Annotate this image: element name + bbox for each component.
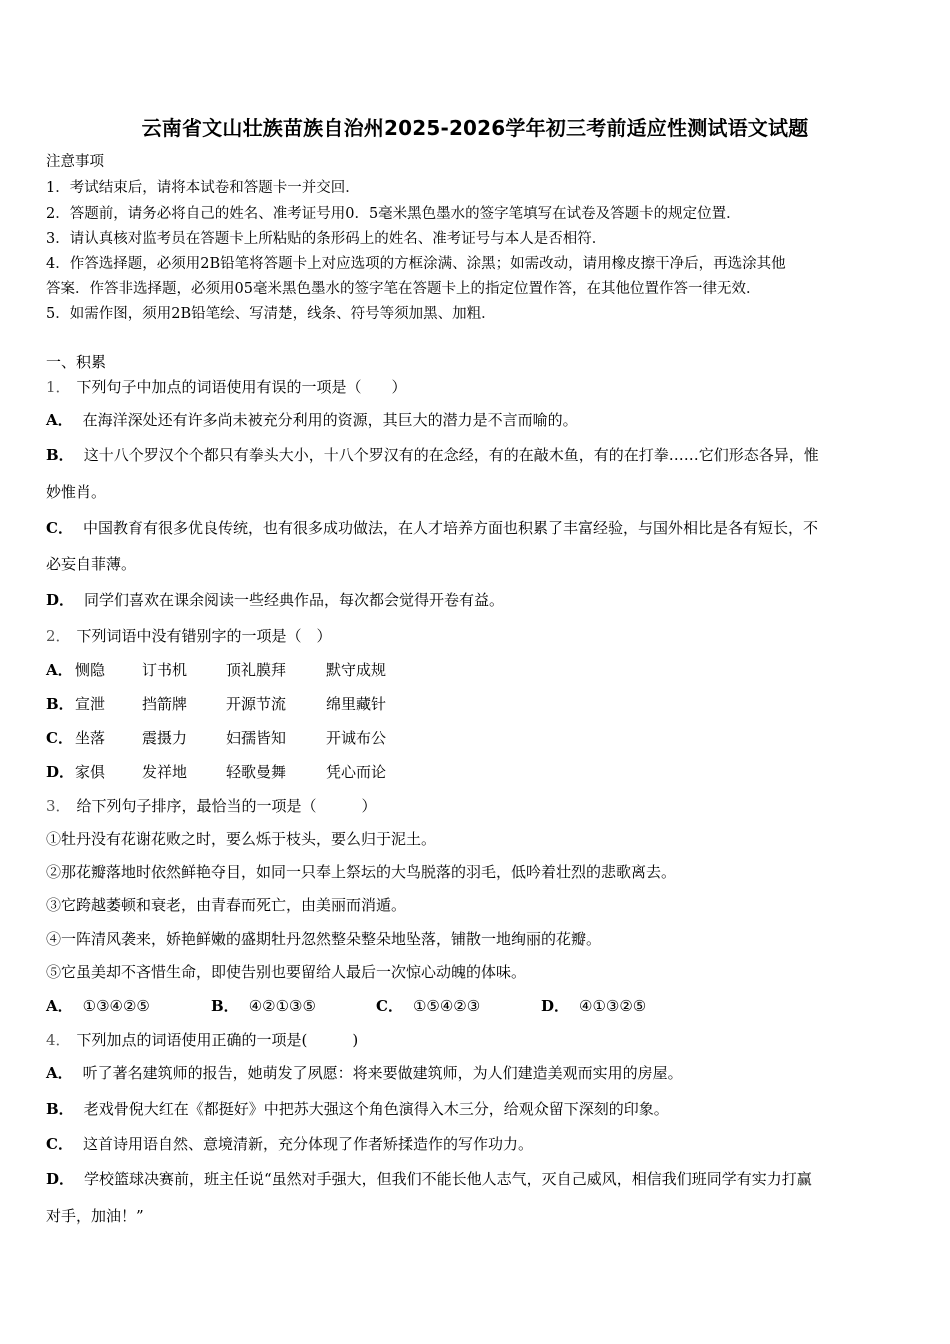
q4-option-d-continuation: 对手，加油！” [46,1207,144,1225]
option-text: 听了著名建筑师的报告，她萌发了夙愿：将来要做建筑师，为人们建造美观而实用的房屋。 [82,1064,683,1082]
question-2-stem [46,626,904,646]
option-text: ④①③②⑤ [579,997,647,1015]
q1-option-a [46,410,904,430]
option-word: 震摄力 [142,729,188,747]
q1-option-c [46,518,904,538]
question-text: 给下列句子排序，最恰当的一项是（ ） [76,797,377,815]
option-word: 妇孺皆知 [226,729,287,747]
option-label: C． [46,1135,73,1153]
option-word: 绵里藏针 [326,695,387,713]
notice-item: 5．如需作图，须用2B铅笔绘、写清楚，线条、符号等须加黑、加粗． [46,306,496,322]
q3-sentence: ④一阵清风袭来，娇艳鲜嫩的盛期牡丹忽然整朵整朵地坠落，铺散一地绚丽的花瓣。 [46,930,602,948]
q3-option-b [211,996,316,1016]
option-text: 在海洋深处还有许多尚未被充分利用的资源，其巨大的潜力是不言而喻的。 [82,411,578,429]
option-word: 家俱 [75,763,106,781]
option-word: 开源节流 [226,695,287,713]
q1-option-b [46,445,904,465]
option-text: ①⑤④②③ [412,997,481,1015]
option-label: B． [46,695,74,713]
question-3-stem [46,796,904,816]
option-label: D． [46,591,75,609]
notice-item: 2．答题前，请务必将自己的姓名、准考证号用0．5毫米黑色墨水的签字笔填写在试卷及答题卡的规定位置． [46,206,741,222]
option-text: 中国教育有很多优良传统，也有很多成功做法，在人才培养方面也积累了丰富经验，与国外相比是各有短长，不 [82,519,818,537]
option-word: 订书机 [142,661,188,679]
option-label: A． [46,997,73,1015]
option-word: 凭心而论 [326,763,387,781]
q4-option-a [46,1063,904,1083]
option-label: B． [46,1100,74,1118]
option-word: 发祥地 [142,763,188,781]
q3-option-c [376,996,480,1016]
question-number: 3． [46,797,71,815]
q3-sentence: ②那花瓣落地时依然鲜艳夺目，如同一只奉上祭坛的大鸟脱落的羽毛，低吟着壮烈的悲歌离去。 [46,863,677,881]
notice-item: 1．考试结束后，请将本试卷和答题卡一并交回． [46,180,360,196]
option-word: 开诚布公 [326,729,387,747]
q4-option-b [46,1099,904,1119]
option-word: 轻歌曼舞 [226,763,287,781]
option-label: A． [46,1064,73,1082]
notice-item: 4．作答选择题，必须用2B铅笔将答题卡上对应选项的方框涂满、涂黑；如需改动，请用橡皮擦干净后，再选涂其他 [46,256,786,272]
page-title: 云南省文山壮族苗族自治州2025-2026学年初三考前适应性测试语文试题 [141,116,809,140]
question-text: 下列句子中加点的词语使用有误的一项是（ ） [76,378,407,396]
q1-option-d [46,590,904,610]
option-word: 恻隐 [75,661,106,679]
option-word: 坐落 [75,729,106,747]
q3-sentence: ③它跨越萎顿和衰老，由青春而死亡，由美丽而消遁。 [46,896,407,914]
question-number: 1． [46,378,71,396]
option-word: 挡箭牌 [142,695,188,713]
notice-item: 答案．作答非选择题，必须用05毫米黑色墨水的签字笔在答题卡上的指定位置作答，在其他位置作答一律无效． [46,281,761,297]
q4-option-c [46,1134,904,1154]
question-number: 2． [46,627,71,645]
option-text: 学校篮球决赛前，班主任说“虽然对手强大，但我们不能长他人志气，灭自己威风，相信我们班同学有实力打赢 [84,1170,812,1188]
option-label: D． [46,1170,75,1188]
question-1-stem [46,377,904,397]
option-text: 老戏骨倪大红在《都挺好》中把苏大强这个角色演得入木三分，给观众留下深刻的印象。 [83,1100,669,1118]
q3-sentence: ①牡丹没有花谢花败之时，要么烁于枝头，要么归于泥土。 [46,830,437,848]
q3-option-a [46,996,150,1016]
q3-option-d [541,996,646,1016]
option-word: 宣泄 [75,695,106,713]
option-label: D． [46,763,75,781]
notice-item: 3．请认真核对监考员在答题卡上所粘贴的条形码上的姓名、准考证号与本人是否相符． [46,231,607,247]
option-label: D． [541,997,570,1015]
option-label: C． [376,997,403,1015]
option-label: A． [46,661,73,679]
option-text: 这十八个罗汉个个都只有拳头大小，十八个罗汉有的在念经，有的在敲木鱼，有的在打拳……它们形态各异，惟 [83,446,819,464]
question-4-stem [46,1030,904,1050]
option-text: 同学们喜欢在课余阅读一些经典作品，每次都会觉得开卷有益。 [84,591,505,609]
option-word: 顶礼膜拜 [226,661,287,679]
q1-option-b-continuation: 妙惟肖。 [46,483,107,501]
notice-heading: 注意事项 [46,154,104,170]
question-number: 4． [46,1031,71,1049]
q1-option-c-continuation: 必妄自菲薄。 [46,555,137,573]
option-label: A． [46,411,73,429]
option-text: 这首诗用语自然、意境清新，充分体现了作者矫揉造作的写作功力。 [82,1135,533,1153]
option-word: 默守成规 [326,661,387,679]
question-text: 下列加点的词语使用正确的一项是( ) [76,1031,359,1049]
option-label: B． [211,997,239,1015]
option-text: ④②①③⑤ [248,997,316,1015]
option-label: C． [46,729,73,747]
question-text: 下列词语中没有错别字的一项是（ ） [76,627,332,645]
option-text: ①③④②⑤ [82,997,150,1015]
option-label: C． [46,519,73,537]
q4-option-d [46,1169,904,1189]
q3-sentence: ⑤它虽美却不吝惜生命，即使告别也要留给人最后一次惊心动魄的体味。 [46,963,527,981]
section-heading: 一、积累 [46,353,107,371]
option-label: B． [46,446,74,464]
